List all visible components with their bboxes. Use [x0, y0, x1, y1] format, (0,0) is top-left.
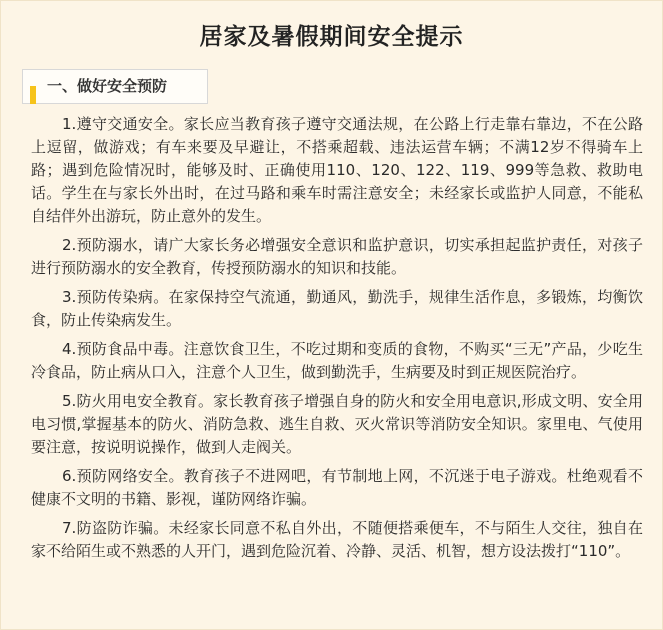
article-body	[31, 113, 643, 569]
paragraph-traffic-safety: 1.遵守交通安全。家长应当教育孩子遵守交通法规，在公路上行走靠右靠边，不在公路上逗留，做游戏；有车来要及早避让，不搭乘超载、违法运营车辆；不满12岁不得骑车上路；遇到危险情况时，能够及时、正确使用110、120、122、119、999等急救、救助电话。学生在与家长外出时，在过马路和乘车时需注意安全；未经家长或监护人同意，不能私自结伴外出游玩，防止意外的发生。	[31, 115, 643, 225]
section-accent-bar	[30, 86, 36, 104]
paragraph-theft-fraud: 7.防盗防诈骗。未经家长同意不私自外出，不随便搭乘便车，不与陌生人交往，独自在家不给陌生或不熟悉的人开门，遇到危险沉着、冷静、灵活、机智，想方设法拨打“110”。	[31, 519, 643, 560]
paragraph-network-safety: 6.预防网络安全。教育孩子不进网吧，有节制地上网，不沉迷于电子游戏。杜绝观看不健康不文明的书籍、影视，谨防网络诈骗。	[31, 467, 643, 508]
page-title: 居家及暑假期间安全提示	[199, 24, 464, 50]
paragraph-infectious-disease: 3.预防传染病。在家保持空气流通，勤通风，勤洗手，规律生活作息，多锻炼，均衡饮食，防止传染病发生。	[31, 288, 643, 329]
paragraph-fire-electric-safety: 5.防火用电安全教育。家长教育孩子增强自身的防火和安全用电意识,形成文明、安全用电习惯,掌握基本的防火、消防急救、逃生自救、灭火常识等消防安全知识。家里电、气使用要注意，按说明说操作，做到人走阀关。	[31, 392, 643, 456]
section-heading: 一、做好安全预防	[47, 77, 168, 95]
paragraph-drowning-prevention: 2.预防溺水，请广大家长务必增强安全意识和监护意识，切实承担起监护责任，对孩子进行预防溺水的安全教育，传授预防溺水的知识和技能。	[31, 236, 643, 277]
paragraph-food-poisoning: 4.预防食品中毒。注意饮食卫生，不吃过期和变质的食物，不购买“三无”产品，少吃生冷食品，防止病从口入，注意个人卫生，做到勤洗手，生病要及时到正规医院治疗。	[31, 340, 643, 381]
